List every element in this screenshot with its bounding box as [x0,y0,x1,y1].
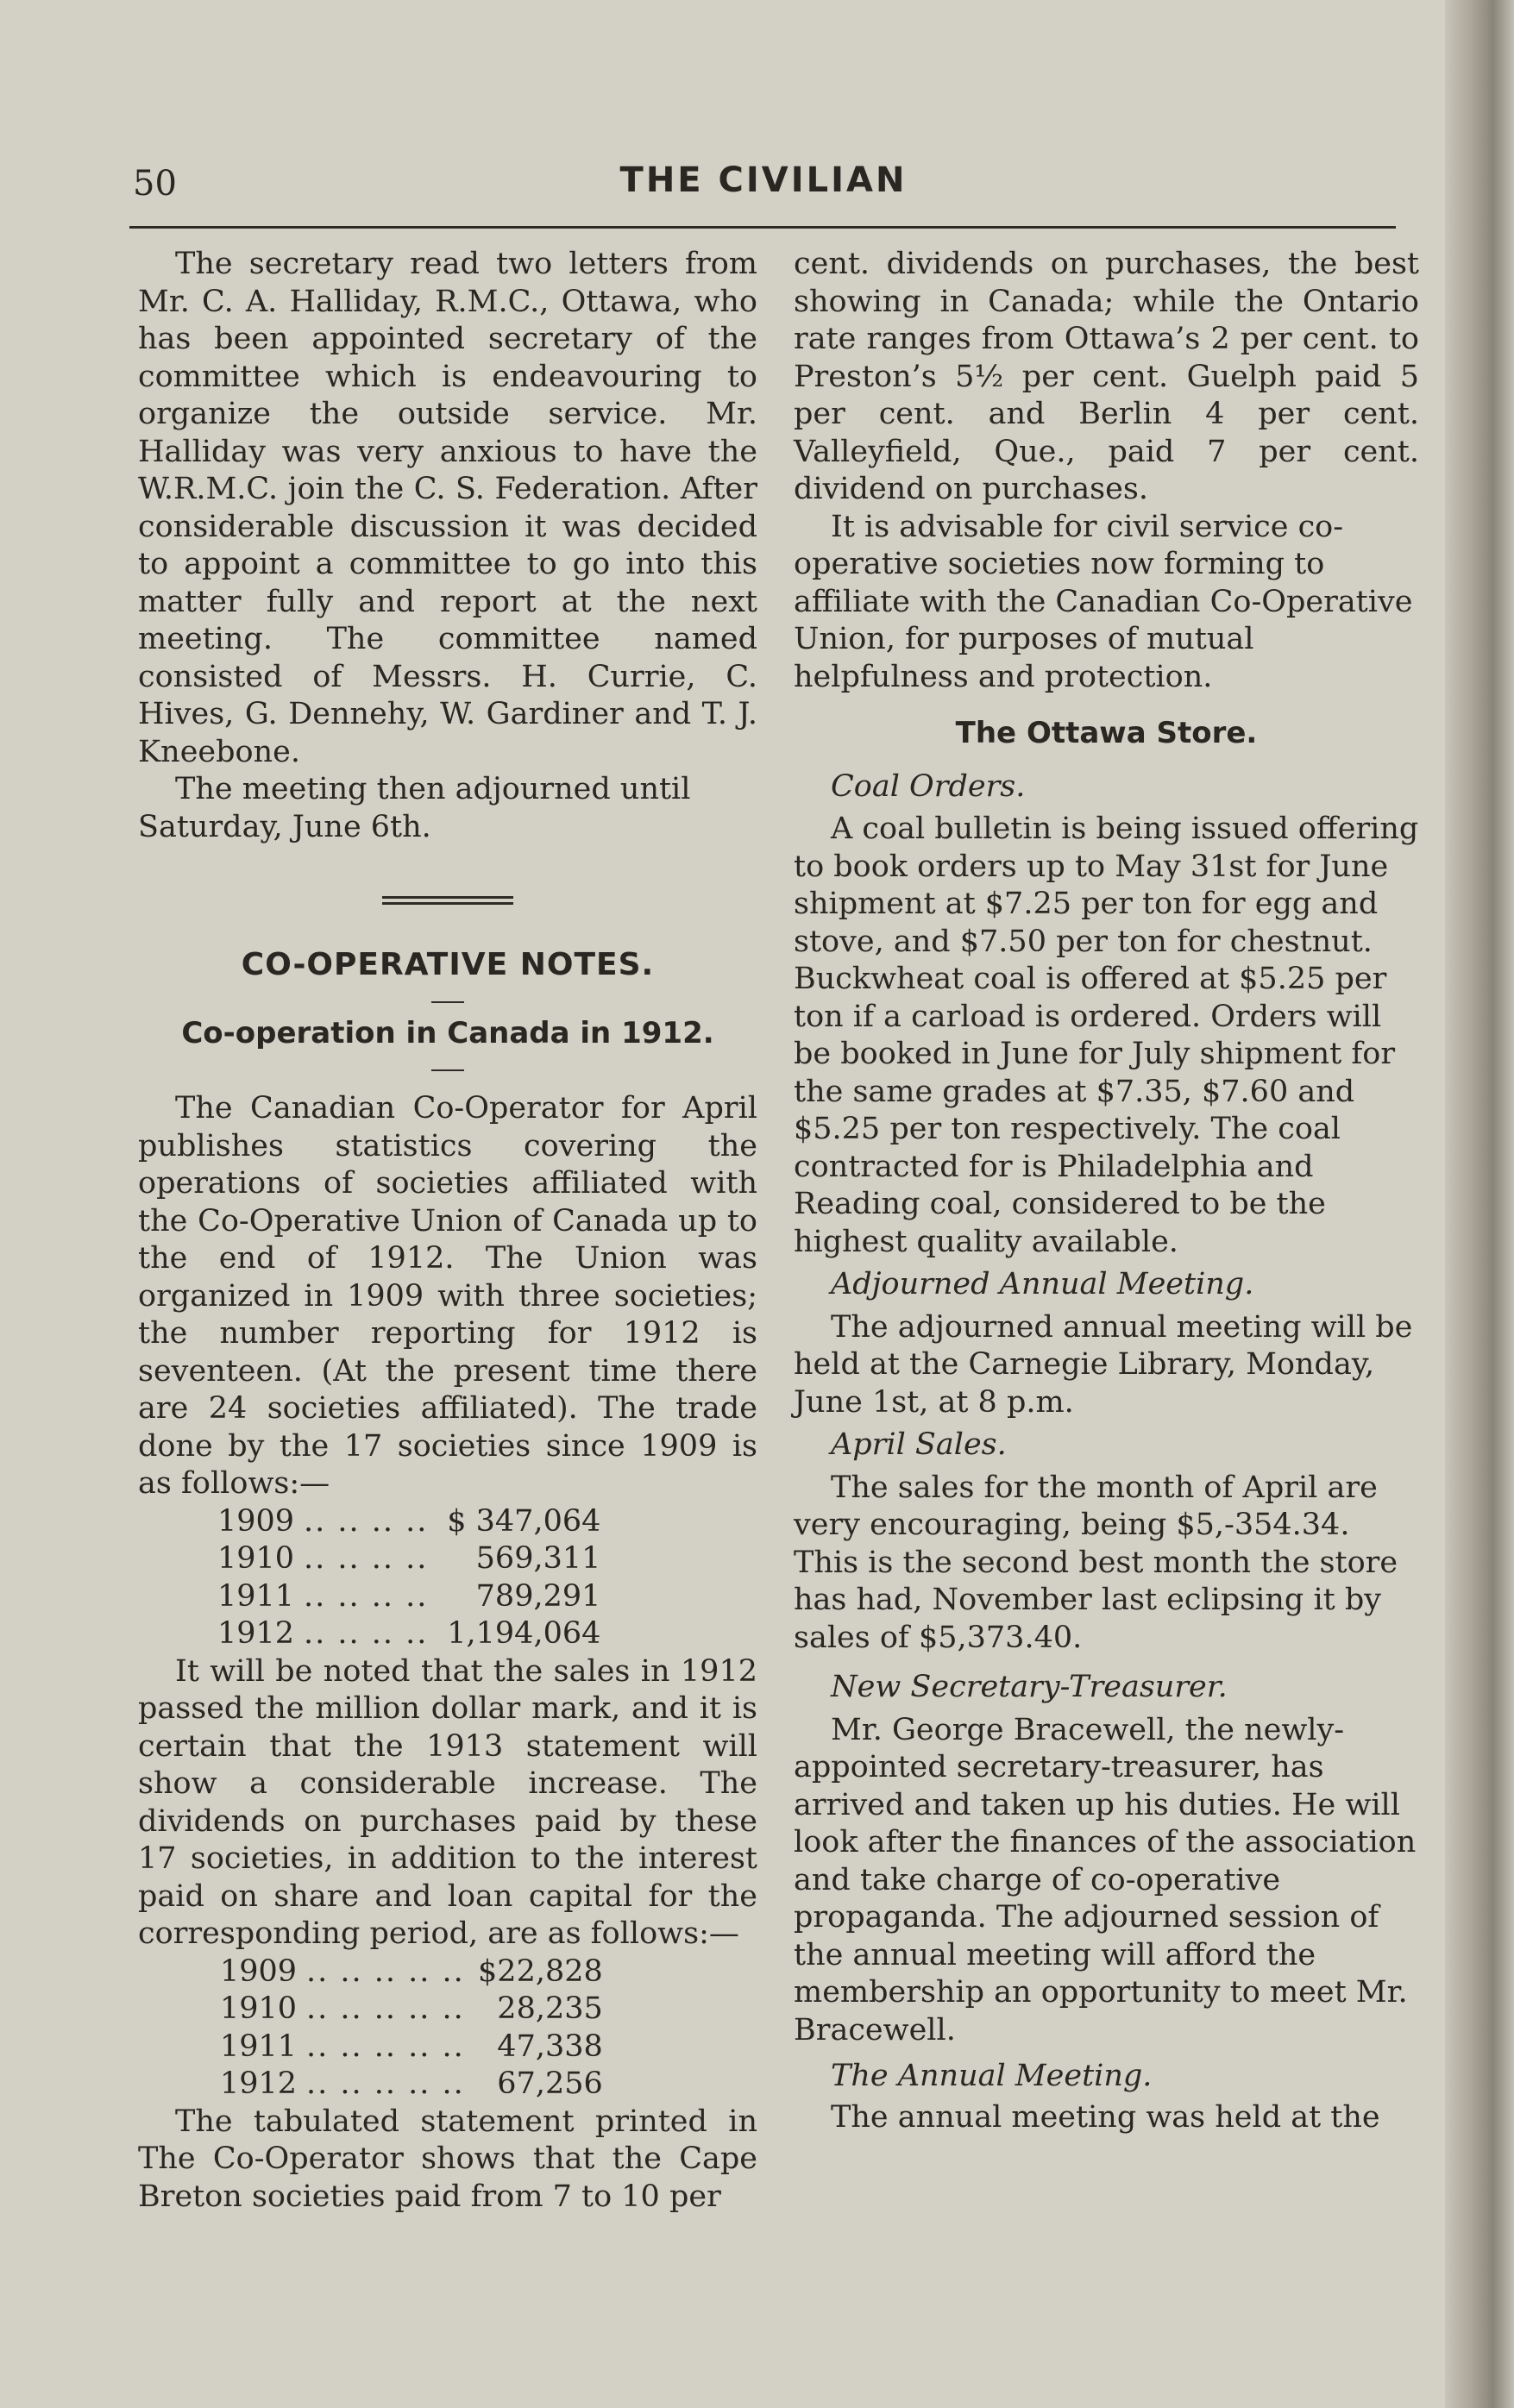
table-row [220,2066,603,2104]
leader-dots: .. .. .. .. [304,1616,429,1651]
adjourned-meeting-heading: Adjourned Annual Meeting. [831,1267,1254,1301]
subsection-title: Co-operation in Canada in 1912. [181,1015,714,1050]
year-cell: 1911 [220,2029,298,2064]
amount-cell: 28,235 [497,1991,603,2026]
coal-orders-paragraph: A coal bulletin is being issued offering to book orders up to May 31st for June shipment at $7.25 per ton for egg and stove, and $7.50 per ton for chestnut. Buckwheat coal is offered at $5.25 per ton if a carload is ordered. Orders will be booked in June for July shipment for the same grades at $7.35, $7.60 and $5.25 per ton respectively. The coal contracted for is Philadelphia and Reading coal, considered to be the highest quality available. [794,812,1419,1259]
statistics-paragraph: The Canadian Co-Operator for April publishes statistics covering the operations of societies affiliated with the Co-Operative Union of Canada up to the end of 1912. The Union was organized in 1909 with three societies; the number reporting for 1912 is seventeen. (At the present time there are 24 societies affiliated). The trade done by the 17 societies since 1909 is as follows:— [138,1091,757,1501]
year-cell: 1910 [217,1541,295,1576]
amount-cell: $22,828 [478,1953,603,1989]
annual-meeting-paragraph: The annual meeting was held at the [831,2099,1380,2135]
april-sales-paragraph: The sales for the month of April are very encouraging, being $5,-354.34. This is the second best month the store has had, November last eclipsing it by sales of $5,373.40. [794,1470,1398,1655]
april-sales-heading: April Sales. [831,1427,1007,1462]
page-number: 50 [133,164,177,204]
table-row [220,2029,603,2066]
coal-orders-heading: Coal Orders. [831,768,1026,804]
dividend-rates-paragraph: cent. dividends on purchases, the best showing in Canada; while the Ontario rate ranges from Ottawa’s 2 per cent. to Preston’s 5½ per cent. Guelph paid 5 per cent. and Berlin 4 per cent. Valleyfield, Que., paid 7 per cent. dividend on purchases. [794,247,1419,506]
running-title: THE CIVILIAN [619,160,908,200]
dividend-table [220,1953,603,2104]
header-rule [129,226,1396,229]
amount-cell: 47,338 [497,2029,603,2064]
table-row [217,1615,600,1653]
amount-cell: 789,291 [475,1578,601,1614]
leader-dots: .. .. .. .. [304,1578,429,1614]
cape-breton-paragraph: The tabulated statement printed in The Co-Operator shows that the Cape Breton societies paid from 7 to 10 per [138,2104,757,2214]
right-column [794,246,1419,2136]
year-cell: 1910 [220,1991,298,2026]
trade-table [217,1503,600,1653]
committee-paragraph: The secretary read two letters from Mr. C. A. Halliday, R.M.C., Ottawa, who has been appointed secretary of the committee which is endeavouring to organize the outside service. Mr. Halliday was very anxious to have the W.R.M.C. join the C. S. Federation. After considerable discussion it was decided to appoint a committee to go into this matter fully and report at the next meeting. The committee named consisted of Messrs. H. Currie, C. Hives, G. Dennehy, W. Gardiner and T. J. Kneebone. [138,247,757,769]
affiliation-paragraph: It is advisable for civil service co-operative societies now forming to affiliate with the Canadian Co-Operative Union, for purposes of mutual helpfulness and protection. [794,509,1413,694]
leader-dots: .. .. .. .. [304,1503,429,1539]
year-cell: 1912 [217,1616,295,1651]
leader-dots: .. .. .. .. .. [306,1953,465,1989]
left-column [138,246,757,2216]
leader-dots: .. .. .. .. [304,1541,429,1576]
table-row [217,1578,600,1616]
page-header [129,160,1398,207]
amount-cell: 1,194,064 [447,1616,601,1651]
table-row [220,1991,603,2029]
annual-meeting-heading: The Annual Meeting. [831,2059,1153,2093]
leader-dots: .. .. .. .. .. [306,2029,465,2064]
amount-cell: 67,256 [497,2066,603,2101]
adjourned-meeting-paragraph: The adjourned annual meeting will be held at the Carnegie Library, Monday, June 1st, at 8 p.m. [794,1309,1413,1420]
leader-dots: .. .. .. .. .. [306,2066,465,2101]
secretary-treasurer-paragraph: Mr. George Bracewell, the newly-appointed secretary-treasurer, has arrived and taken up his duties. He will look after the finances of the association and take charge of co-operative propaganda. The adjourned session of the annual meeting will afford the membership an opportunity to meet Mr. Bracewell. [794,1712,1417,2047]
year-cell: 1912 [220,2066,298,2101]
table-row [220,1953,603,1991]
amount-cell: 569,311 [475,1541,601,1576]
section-title: CO-OPERATIVE NOTES. [241,947,655,982]
table-row [217,1540,600,1578]
adjournment-paragraph: The meeting then adjourned until Saturday, June 6th. [138,772,691,844]
year-cell: 1909 [217,1503,295,1539]
section-divider [382,896,513,905]
leader-dots: .. .. .. .. .. [306,1991,465,2026]
year-cell: 1911 [217,1578,295,1614]
ottawa-store-title: The Ottawa Store. [955,716,1258,750]
year-cell: 1909 [220,1953,298,1989]
page-edge-shadow [1445,0,1514,2408]
amount-cell: $ 347,064 [447,1503,601,1539]
table-row [217,1503,600,1541]
sales-paragraph: It will be noted that the sales in 1912 passed the million dollar mark, and it is certain that the 1913 statement will show a considerable increase. The dividends on purchases paid by these 17 societies, in addition to the interest paid on share and loan capital for the corresponding period, are as follows:— [138,1653,757,1951]
secretary-treasurer-heading: New Secretary-Treasurer. [831,1670,1228,1704]
